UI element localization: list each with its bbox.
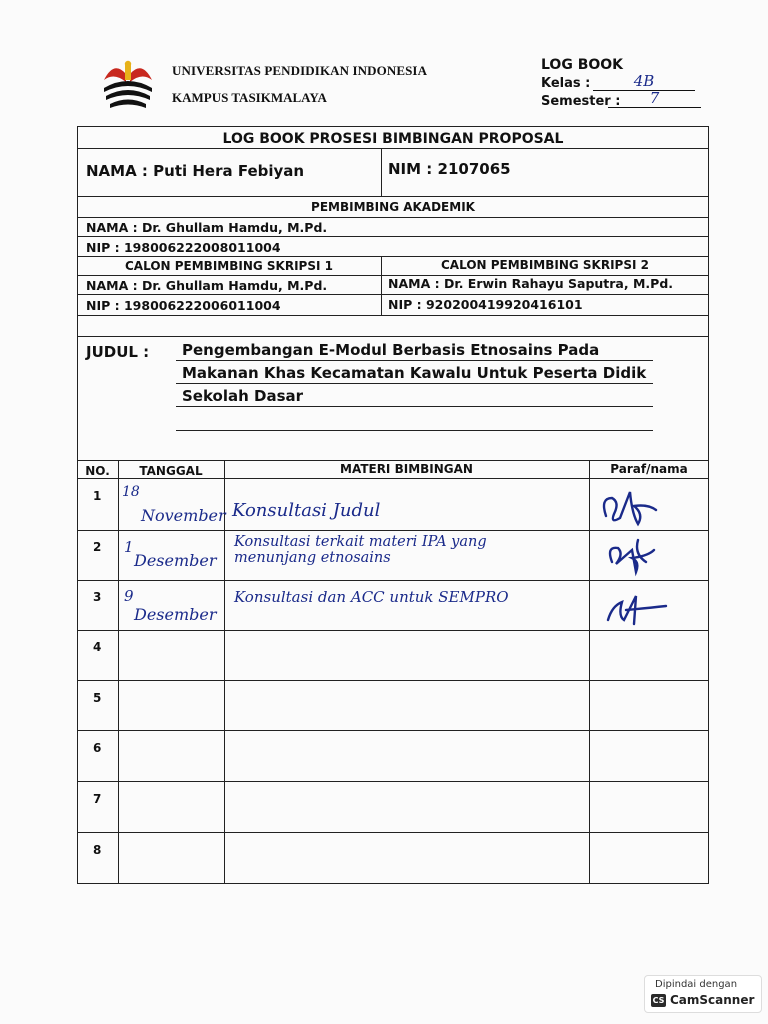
rule: [77, 730, 709, 731]
kelas-value: 4B: [593, 72, 695, 91]
watermark-line-2: [651, 993, 754, 1007]
university-name: UNIVERSITAS PENDIDIKAN INDONESIA: [172, 63, 428, 78]
col-header-no: NO.: [85, 464, 110, 478]
rule: [589, 460, 590, 884]
row-number: 1: [93, 489, 102, 503]
camscanner-watermark: [644, 975, 762, 1013]
col-header-paraf: Paraf/nama: [610, 462, 688, 476]
date-day: 9: [124, 587, 134, 605]
rule: [77, 336, 709, 337]
rule: [381, 148, 382, 196]
date-month: November: [141, 506, 226, 525]
date-day: 18: [122, 484, 140, 500]
rule: [77, 256, 709, 257]
student-nim: NIM : 2107065: [388, 160, 511, 178]
judul-line-1: Pengembangan E-Modul Berbasis Etnosains Pada: [182, 341, 600, 359]
rule: [77, 530, 709, 531]
form-title: LOG BOOK PROSESI BIMBINGAN PROPOSAL: [222, 131, 564, 147]
judul-underline: [176, 430, 653, 431]
kelas-label: Kelas :: [541, 76, 591, 91]
materi-text: Konsultasi Judul: [232, 500, 381, 521]
judul-underline: [176, 383, 653, 384]
rule: [77, 478, 709, 479]
watermark-brand: CamScanner: [670, 993, 755, 1007]
materi-text: Konsultasi terkait materi IPA yang menunjang etnosains: [234, 534, 487, 566]
rule: [77, 196, 709, 197]
rule: [77, 217, 709, 218]
judul-line-3: Sekolah Dasar: [182, 387, 304, 405]
judul-line-2: Makanan Khas Kecamatan Kawalu Untuk Peserta Didik: [182, 364, 647, 382]
row-number: 2: [93, 540, 102, 554]
academic-advisor-heading: PEMBIMBING AKADEMIK: [311, 200, 475, 214]
student-name: NAMA : Puti Hera Febiyan: [86, 162, 305, 180]
semester-label: Semester :: [541, 94, 621, 109]
logbook-title: LOG BOOK: [541, 57, 624, 73]
date-day: 1: [124, 538, 134, 556]
rule: [77, 781, 709, 782]
camscanner-logo-icon: CS: [652, 996, 665, 1005]
university-logo: [100, 58, 156, 110]
rule: [118, 460, 119, 884]
rule: [77, 580, 709, 581]
judul-label: JUDUL :: [86, 343, 150, 361]
row-number: 6: [93, 741, 102, 755]
signature-2: [602, 532, 662, 578]
rule: [77, 236, 709, 237]
rule: [77, 630, 709, 631]
rule: [77, 460, 709, 461]
rule: [77, 315, 709, 316]
row-number: 3: [93, 590, 102, 604]
date-month: Desember: [134, 551, 217, 570]
candidate-advisor-2-nip: NIP : 920200419920416101: [388, 297, 583, 312]
academic-advisor-name: NAMA : Dr. Ghullam Hamdu, M.Pd.: [86, 220, 328, 235]
row-number: 8: [93, 843, 102, 857]
judul-underline: [176, 360, 653, 361]
candidate-advisor-1-name: NAMA : Dr. Ghullam Hamdu, M.Pd.: [86, 278, 328, 293]
col-header-tanggal: TANGGAL: [139, 464, 203, 478]
date-month: Desember: [134, 605, 217, 624]
rule: [77, 680, 709, 681]
judul-underline: [176, 406, 653, 407]
row-number: 4: [93, 640, 102, 654]
row-number: 5: [93, 691, 102, 705]
campus-name: KAMPUS TASIKMALAYA: [172, 90, 327, 105]
row-number: 7: [93, 792, 102, 806]
kelas-row: [541, 76, 590, 91]
rule: [77, 294, 709, 295]
rule: [77, 832, 709, 833]
signature-1: [598, 484, 660, 530]
candidate-advisor-1-heading: CALON PEMBIMBING SKRIPSI 1: [125, 259, 333, 273]
semester-value: 7: [608, 89, 701, 108]
academic-advisor-nip: NIP : 198006222008011004: [86, 240, 281, 255]
rule: [77, 148, 709, 149]
signature-3: [602, 586, 670, 628]
candidate-advisor-2-name: NAMA : Dr. Erwin Rahayu Saputra, M.Pd.: [388, 276, 674, 291]
candidate-advisor-2-heading: CALON PEMBIMBING SKRIPSI 2: [441, 258, 649, 272]
candidate-advisor-1-nip: NIP : 198006222006011004: [86, 298, 281, 313]
materi-text: Konsultasi dan ACC untuk SEMPRO: [234, 588, 509, 606]
watermark-line-1: Dipindai dengan: [655, 979, 738, 990]
col-header-materi: MATERI BIMBINGAN: [340, 462, 473, 476]
